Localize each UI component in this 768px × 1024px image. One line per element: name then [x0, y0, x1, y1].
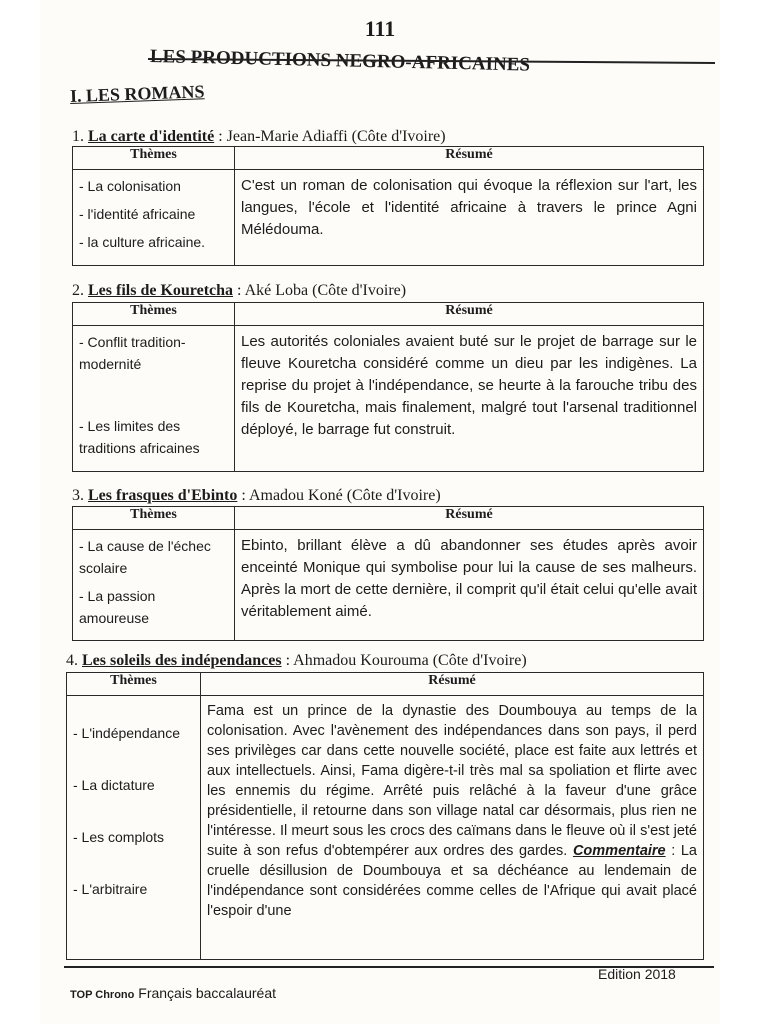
page-title: LES PRODUCTIONS NEGRO-AFRICAINES [149, 46, 531, 76]
novel-number: 3. [72, 487, 84, 504]
theme-item: - La colonisation [79, 178, 181, 194]
novel-table [66, 672, 704, 960]
novel-title: La carte d'identité [88, 128, 215, 145]
theme-item: - La passion amoureuse [79, 588, 156, 626]
themes-cell [67, 696, 201, 960]
themes-header: Thèmes [73, 303, 235, 326]
novel-number: 4. [66, 652, 78, 669]
novel-heading [72, 282, 406, 300]
resume-cell [201, 696, 704, 960]
novel-author: : Jean-Marie Adiaffi (Côte d'Ivoire) [218, 128, 446, 145]
resume-header: Résumé [235, 147, 704, 170]
themes-cell [73, 170, 235, 266]
book-subject: Français baccalauréat [138, 985, 277, 1001]
novel-author: : Amadou Koné (Côte d'Ivoire) [241, 487, 441, 504]
theme-item: - L'indépendance [73, 725, 180, 741]
theme-item: - Conflit tradition-modernité [79, 334, 186, 372]
book-page [40, 0, 720, 1024]
resume-text: C'est un roman de colonisation qui évoque la réflexion sur l'art, les langues, l'école et l'identité africaine à travers le prince Agni Mélédouma. [235, 170, 704, 266]
theme-item: - Les complots [73, 829, 165, 845]
novel-author: : Ahmadou Kourouma (Côte d'Ivoire) [285, 652, 527, 669]
comment-text: : La cruelle désillusion de Doumbouya et sa déchéance au lendemain de l'indépendance sont considérées comme celles de l'Afrique qui avait placé l'espoir d'une [207, 843, 697, 919]
novel-table [72, 506, 704, 641]
resume-text: Ebinto, brillant élève a dû abandonner ses études après avoir enceinté Monique qui symbolise pour lui la cause de ses malheurs. Après la mort de cette dernière, il comprit qu'il était celui qu'elle avait véritablement aimé. [235, 530, 704, 641]
theme-item: - La dictature [73, 777, 155, 793]
theme-item: - L'arbitraire [73, 881, 148, 897]
novel-title: Les fils de Kouretcha [88, 282, 234, 299]
themes-cell [73, 530, 235, 641]
resume-header: Résumé [235, 303, 704, 326]
themes-cell [73, 326, 235, 472]
resume-text: Fama est un prince de la dynastie des Doumbouya au temps de la colonisation. Avec l'avènement des indépendances dans son pays, il perd ses privilèges car dans cette nouvelle société, place est faite aux lettrés et aux intellectuels. Ainsi, Fama digère-t-il très mal sa spoliation et flirte avec les ennemis du régime. Arrêté puis relâché à la faveur d'une grâce présidentielle, il retourne dans son village natal car désormais, plus rien ne l'intéresse. Il meurt sous les crocs des caïmans dans le fleuve où il s'est jeté suite à son refus d'obtempérer aux ordres des gardes. [207, 703, 697, 859]
novel-heading [72, 487, 441, 505]
novel-title: Les frasques d'Ebinto [88, 487, 238, 504]
themes-header: Thèmes [73, 507, 235, 530]
resume-header: Résumé [201, 673, 704, 696]
novel-number: 2. [72, 282, 84, 299]
section-heading: I. LES ROMANS [69, 81, 205, 106]
edition-label: Edition 2018 [598, 966, 676, 982]
themes-header: Thèmes [73, 147, 235, 170]
resume-text: Les autorités coloniales avaient buté sur le projet de barrage sur le fleuve Kouretcha considéré comme un dieu par les indigènes. La reprise du projet à l'indépendance, se heurte à la farouche tribu des fils de Kouretcha, mais finalement, malgré tout l'arsenal traditionnel déployé, le barrage fut construit. [235, 326, 704, 472]
novel-heading [72, 128, 446, 146]
theme-item: - l'identité africaine [79, 206, 196, 222]
novel-table [72, 146, 704, 266]
theme-item: - la culture africaine. [79, 234, 206, 250]
themes-header: Thèmes [67, 673, 201, 696]
book-title [70, 985, 276, 1001]
theme-item: - La cause de l'échec scolaire [79, 538, 211, 576]
novel-number: 1. [72, 128, 84, 145]
page-number: 111 [364, 16, 396, 41]
comment-label: Commentaire [572, 843, 666, 859]
novel-title: Les soleils des indépendances [82, 652, 282, 669]
novel-table [72, 302, 704, 472]
theme-item: - Les limites des traditions africaines [79, 418, 200, 456]
resume-header: Résumé [235, 507, 704, 530]
novel-author: : Aké Loba (Côte d'Ivoire) [237, 282, 407, 299]
novel-heading [66, 652, 527, 670]
book-prefix: TOP Chrono [70, 989, 135, 1001]
